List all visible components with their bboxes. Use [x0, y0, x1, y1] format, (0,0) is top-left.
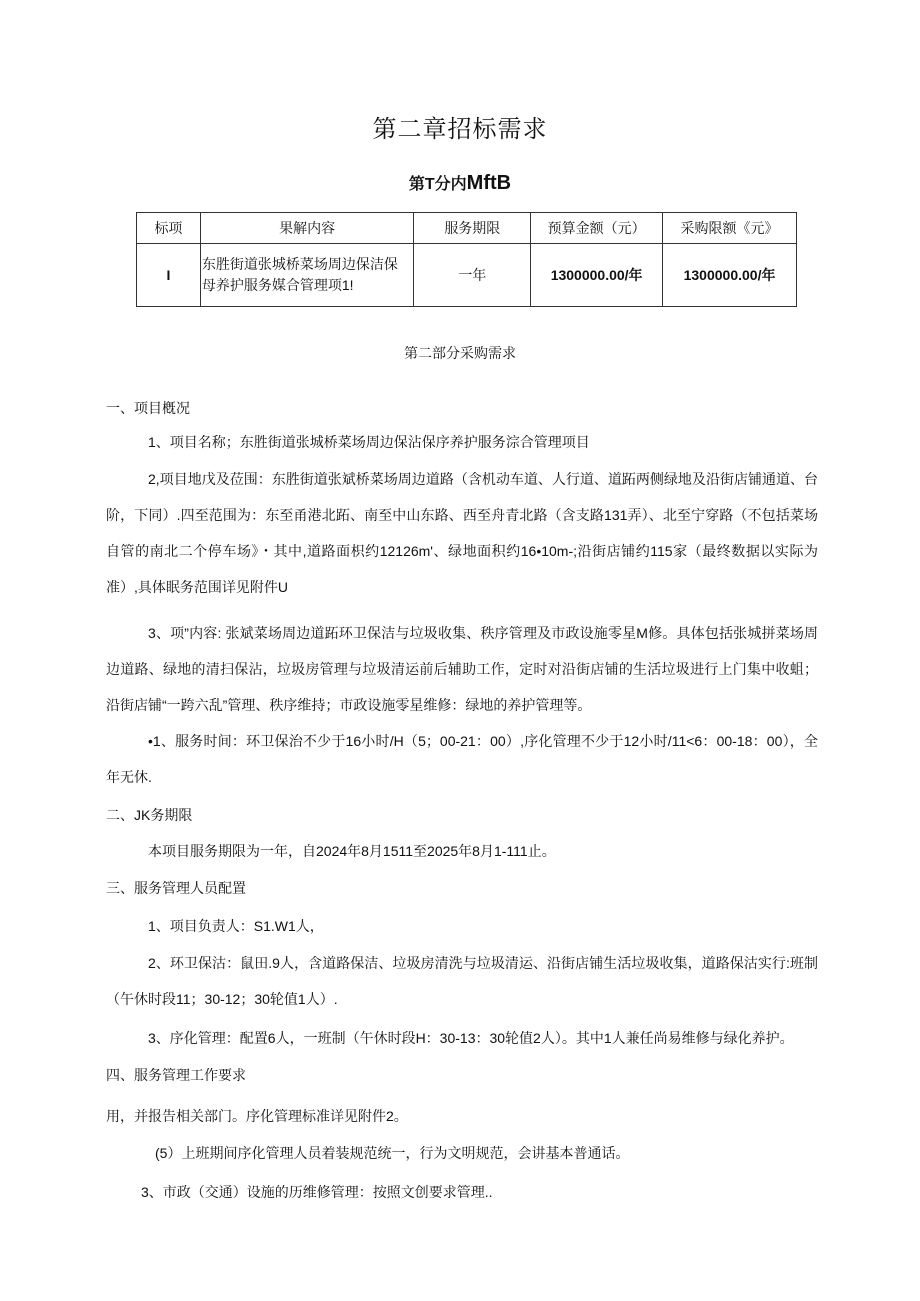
cell-limit: 1300000.00/年 — [663, 244, 797, 307]
section-1-item-4: •1、服务时间：环卫保治不少于16小时/H（5；00-21：00）,序化管理不少于12小时/11<6：00-18：00），全年无休. — [106, 733, 818, 785]
section-3-item-3: 3、序化管理：配置6人，一班制（午休时段H：30-13：30轮值2人）。其中1人兼任尚易维修与绿化养护。 — [148, 1030, 794, 1046]
section-1-item-3: 3、项”内容: 张斌菜场周边道跖环卫保洁与垃圾收集、秩序管理及市政设施零星M修。具体包括张城拼菜场周边道路、绿地的清扫保沾，垃圾房管理与垃圾清运前后辅助工作，定时对沿街店铺的生活垃圾进行上门集中收蛆；沿街店铺“一跨六乱”管理、秩序维持；市政设施零星维修：绿地的养护管理等。 — [106, 625, 818, 713]
section-1-item-2: 2,项目地戊及莅围：东胜街道张斌桥菜场周边道路（含机动车道、人行道、道跖两侧绿地及沿街店铺通道、台阶，下同）.四至范围为：东至甬港北跖、南至中山东路、西至舟青北路（含支路131弄）、北至宁穿路（不包括菜场自管的南北二个停车场》・其中,道路面枳约12126m'、绿地面积约16•10m-;沿街店铺约115家（最终数据以实际为准）,具体眠务范围详见附件U — [106, 471, 818, 595]
part-one-title-suffix: MftB — [466, 172, 512, 194]
part-two-title: 第二部分采购需求 — [404, 345, 516, 361]
cell-lot: I — [137, 244, 201, 307]
chapter-title: 第二章招标需求 — [372, 115, 548, 143]
cell-content: 东胜街道张城桥菜场周边保洁保母养护服务媒合管理项1! — [200, 244, 414, 307]
section-2-heading: 二、JK务期限 — [106, 807, 193, 823]
section-3-heading: 三、服务管理人员配置 — [106, 880, 246, 896]
section-4-line-1: 用，并报告相关部门。序化管理标准详见附件2。 — [106, 1108, 408, 1124]
header-budget: 预算金额（元） — [531, 213, 663, 244]
header-period: 服务期限 — [414, 213, 531, 244]
section-2-item-1: 本项目服务期限为一年，自2024年8月1511至2025年8月1-111止。 — [148, 843, 556, 859]
section-4-heading: 四、服务管理工作要求 — [106, 1067, 246, 1083]
section-4-line-2: (5）上班期间序化管理人员着装规范统一，行为文明规范，会讲基本普通话。 — [155, 1145, 630, 1161]
table-row — [137, 244, 797, 307]
section-1-heading: 一、项目槪况 — [106, 400, 190, 416]
cell-budget: 1300000.00/年 — [531, 244, 663, 307]
header-lot: 标项 — [137, 213, 201, 244]
section-1-item-1: 1、项目名称；东胜街道张城桥菜场周边保沾保序养护服务淙合管理项目 — [148, 434, 590, 450]
section-3-item-1: 1、项目负责人：S1.W1人， — [148, 918, 324, 934]
table-header-row — [137, 213, 797, 244]
header-content: 果解内容 — [200, 213, 414, 244]
part-one-title — [0, 170, 920, 198]
cell-period: 一年 — [414, 244, 531, 307]
header-limit: 采购限额《元》 — [663, 213, 797, 244]
section-4-line-3: 3、市政（交通）设施的历维修管理：按照文创要求管理.. — [141, 1184, 493, 1200]
bid-lot-table — [136, 212, 797, 307]
part-one-title-prefix: 第T分内 — [408, 176, 467, 193]
section-3-item-2: 2、环卫保沽：鼠田.9人，含道路保洁、垃圾房清洗与垃圾清运、沿街店铺生活垃圾收集，道路保沽实行:班制（午休时段11；30-12；30轮值1人）. — [106, 955, 818, 1007]
